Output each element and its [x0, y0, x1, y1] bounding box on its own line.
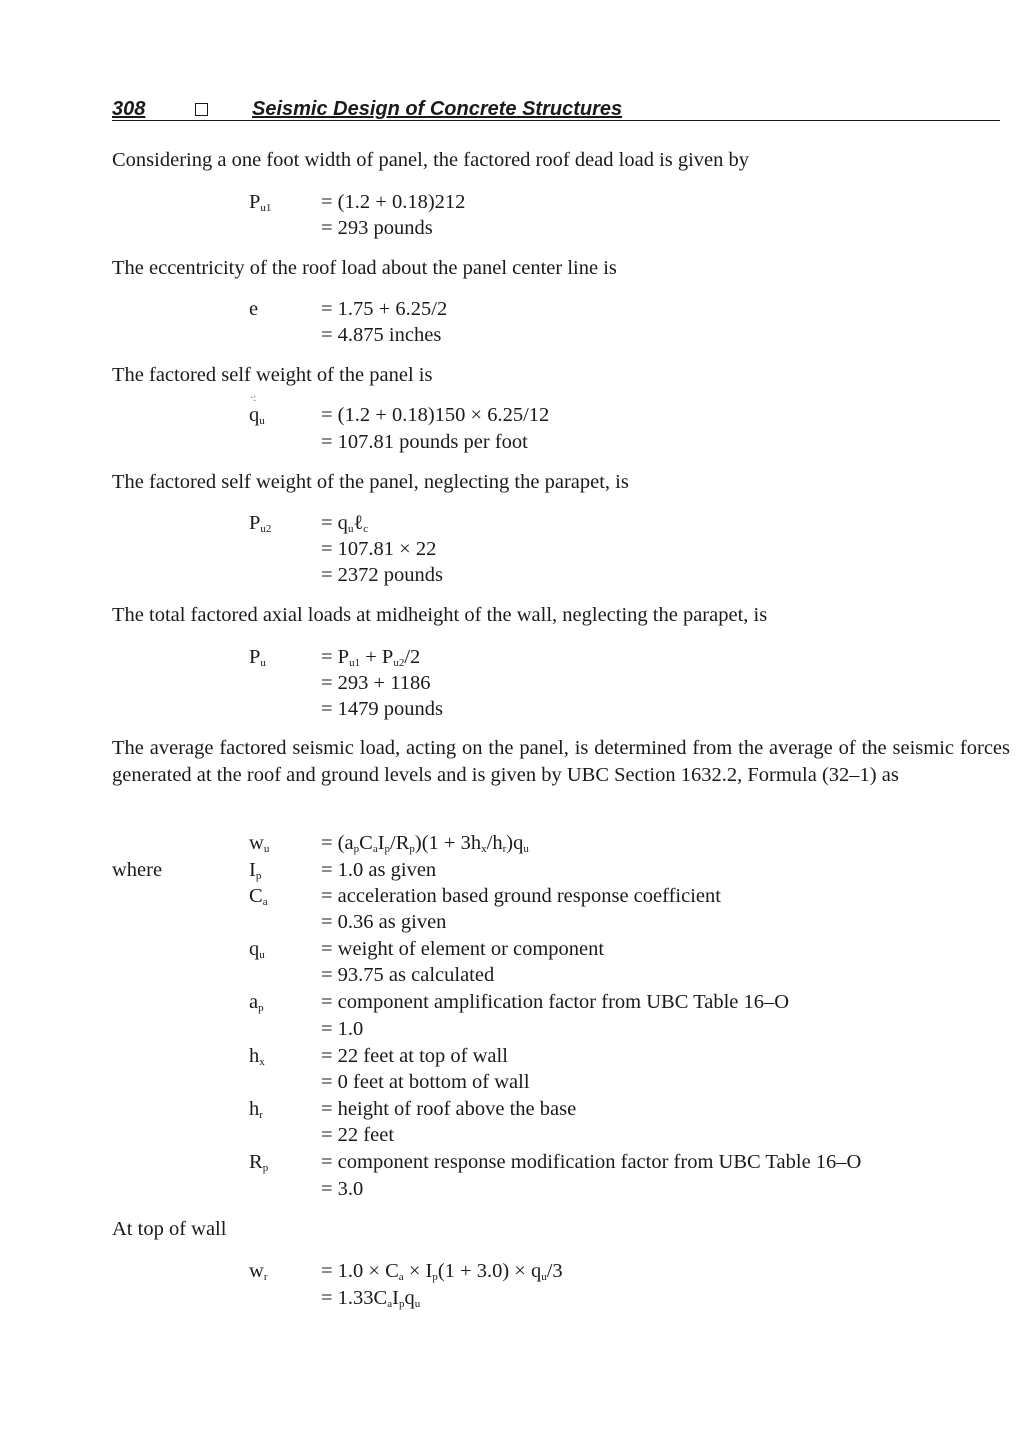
where-label: where — [112, 859, 163, 881]
paragraph-total-axial: The total factored axial loads at midheight of the wall, neglecting the parapet, is — [112, 604, 768, 626]
eq-line: = 2372 pounds — [321, 564, 444, 586]
eq-line: = (1.2 + 0.18)150 × 6.25/12 — [321, 404, 550, 426]
paragraph-eccentricity: The eccentricity of the roof load about the panel center line is — [112, 257, 617, 279]
def-line: = 93.75 as calculated — [321, 964, 495, 986]
def-line: = 22 feet at top of wall — [321, 1045, 508, 1067]
square-bullet-icon — [195, 103, 208, 116]
paragraph-roof-dead-load: Considering a one foot width of panel, the factored roof dead load is given by — [112, 149, 750, 171]
eq-line: = $1.33C_aI_pq_u$ — [321, 1287, 421, 1310]
eq-line: = 1.75 + 6.25/2 — [321, 298, 448, 320]
paragraph-top-of-wall: At top of wall — [112, 1218, 227, 1240]
eq-symbol-pu2: $P_{u2}$ — [249, 512, 272, 535]
def-symbol-ca: $C_a$ — [249, 885, 268, 908]
paragraph-self-weight: The factored self weight of the panel is — [112, 364, 433, 386]
running-title: Seismic Design of Concrete Structures — [252, 98, 623, 120]
scan-speck: ·: — [250, 393, 257, 404]
paragraph-seismic-load: The average factored seismic load, acting on the panel, is determined from the average of the seismic forces generated at the roof and ground levels and is given by UBC Section 1632.2, Formula (32–1) as — [112, 737, 1010, 786]
def-symbol-hx: $h_x$ — [249, 1045, 265, 1068]
eq-symbol-pu: $P_u$ — [249, 646, 266, 669]
page-number: 308 — [112, 98, 146, 120]
eq-line: = 293 pounds — [321, 217, 433, 239]
def-line: = height of roof above the base — [321, 1098, 577, 1120]
def-symbol-rp: $R_p$ — [249, 1151, 269, 1174]
eq-line: = $1.0 \times C_a \times I_p(1 + 3.0) \times q_u/3$ — [321, 1260, 563, 1283]
def-line: = component response modification factor from UBC Table 16–O — [321, 1151, 862, 1173]
def-line: = 1.0 as given — [321, 859, 437, 881]
eq-line: = $q_u\ell_c$ — [321, 512, 369, 535]
def-line: = 3.0 — [321, 1178, 364, 1200]
def-symbol-ap: $a_p$ — [249, 991, 264, 1014]
eq-line: = 1479 pounds — [321, 698, 444, 720]
eq-symbol-e: e — [249, 298, 259, 320]
eq-symbol-qu: $q_u$ — [249, 404, 265, 427]
running-header — [112, 96, 1000, 121]
def-line: = 1.0 — [321, 1018, 364, 1040]
paragraph-self-weight-no-parapet: The factored self weight of the panel, neglecting the parapet, is — [112, 471, 629, 493]
def-symbol-ip: $I_p$ — [249, 859, 262, 882]
eq-symbol-wu: $w_u$ — [249, 832, 270, 855]
eq-symbol-wr: $w_r$ — [249, 1260, 268, 1283]
def-line: = 0.36 as given — [321, 911, 447, 933]
def-symbol-hr: $h_r$ — [249, 1098, 263, 1121]
eq-line: = $P_{u1} + P_{u2}/2$ — [321, 646, 421, 669]
eq-line: = 4.875 inches — [321, 324, 442, 346]
eq-line: = 293 + 1186 — [321, 672, 431, 694]
eq-line: = (1.2 + 0.18)212 — [321, 191, 466, 213]
def-line: = weight of element or component — [321, 938, 605, 960]
def-line: = 22 feet — [321, 1124, 395, 1146]
def-line: = acceleration based ground response coefficient — [321, 885, 721, 907]
eq-line: = 107.81 × 22 — [321, 538, 437, 560]
eq-symbol-pu1: $P_{u1}$ — [249, 191, 272, 214]
def-symbol-qu: $q_u$ — [249, 938, 265, 961]
eq-line: = 107.81 pounds per foot — [321, 431, 528, 453]
eq-line: = $(a_pC_aI_p/R_p)(1 + 3h_x/h_r)q_u$ — [321, 832, 529, 855]
def-line: = component amplification factor from UBC Table 16–O — [321, 991, 790, 1013]
def-line: = 0 feet at bottom of wall — [321, 1071, 530, 1093]
